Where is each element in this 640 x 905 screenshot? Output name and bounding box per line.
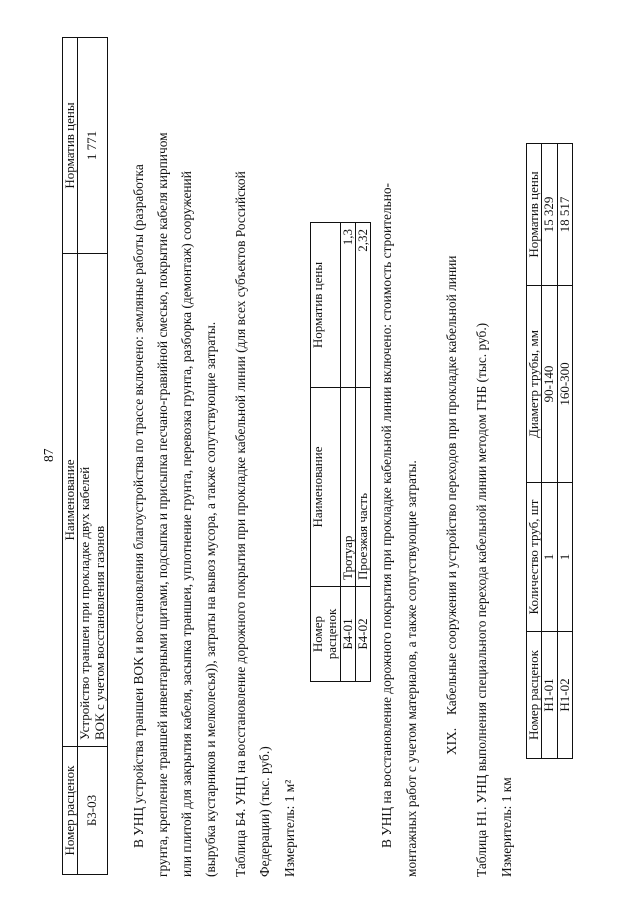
table-header-row	[527, 144, 542, 759]
table-n1	[526, 143, 573, 759]
page-number: 87	[41, 448, 56, 462]
code-cell: Б4-01	[340, 587, 355, 682]
table-b3	[62, 37, 108, 875]
table-row	[78, 38, 108, 875]
name-line: Устройство траншеи при прокладке двух кабелей	[77, 466, 93, 740]
name-cell: Тротуар	[340, 388, 355, 587]
count-cell: 1	[542, 483, 557, 632]
table-header-cell: Номер расценок	[527, 632, 542, 759]
code-cell: Н1-01	[542, 632, 557, 759]
measure-unit: Измеритель: 1 м²	[282, 779, 297, 877]
count-cell: 1	[557, 483, 572, 632]
table-row	[355, 223, 370, 682]
code-cell: Б4-02	[355, 587, 370, 682]
table-header-cell: Номер расценок	[63, 747, 78, 875]
table-header-cell: Диаметр трубы, мм	[527, 286, 542, 483]
name-cell	[78, 254, 108, 747]
table-header-cell: Наименование	[63, 254, 78, 747]
price-cell: 2,32	[355, 223, 370, 388]
table-header-row	[311, 223, 341, 682]
code-cell: Б3-03	[78, 747, 108, 875]
table-row	[557, 144, 572, 759]
paragraph-line: В УНЦ устройства траншеи ВОК и восстановления благоустройства по трассе включено: земляные работы (разработка	[131, 164, 146, 848]
paragraph-line: (вырубка кустарников и мелколесья)), затраты на вывоз мусора, а также сопутствующие затраты.	[203, 321, 218, 877]
paragraph-line: В УНЦ на восстановление дорожного покрытия при прокладке кабельной линии включено: стоимость строительно-	[379, 182, 394, 848]
table-header-cell: Норматив цены	[63, 38, 78, 254]
name-cell: Проезжая часть	[355, 388, 370, 587]
table-caption: Таблица Н1. УНЦ выполнения специального перехода кабельной линии методом ГНБ (тыс. руб.)	[474, 322, 489, 877]
table-row	[340, 223, 355, 682]
code-cell: Н1-02	[557, 632, 572, 759]
name-line: ВОК с учетом восстановления газонов	[91, 525, 107, 740]
table-header-row	[63, 38, 78, 875]
measure-unit: Измеритель: 1 км	[499, 777, 514, 877]
section-title: Кабельные сооружения и устройство переходов при прокладке кабельной линии	[444, 255, 459, 715]
price-cell: 1,3	[340, 223, 355, 388]
table-header-cell: Норматив цены	[311, 223, 341, 388]
price-cell: 18 517	[557, 144, 572, 286]
table-header-cell: Количество труб, шт	[527, 483, 542, 632]
table-caption: Федерации) (тыс. руб.)	[257, 746, 272, 877]
section-number: XIX.	[444, 727, 459, 755]
table-b4	[310, 222, 371, 682]
diameter-cell: 160-300	[557, 286, 572, 483]
table-row	[542, 144, 557, 759]
paragraph-line: грунта, крепление траншей инвентарными щитами, подсыпка и присыпка песчано-гравийной смесью, покрытие кабеля кирпичом	[155, 132, 170, 877]
table-header-cell: Номер расценок	[311, 587, 341, 682]
table-caption: Таблица Б4. УНЦ на восстановление дорожного покрытия при прокладке кабельной линии (для всех субъектов Российской	[233, 171, 248, 877]
paragraph-line: монтажных работ с учетом материалов, а также сопутствующие затраты.	[404, 460, 419, 877]
table-header-cell: Норматив цены	[527, 144, 542, 286]
price-cell: 15 329	[542, 144, 557, 286]
diameter-cell: 90-140	[542, 286, 557, 483]
table-header-cell: Наименование	[311, 388, 341, 587]
price-cell: 1 771	[78, 38, 108, 254]
paragraph-line: или плитой для закрытия кабеля, засыпка траншеи, уплотнение грунта, перевозка грунта, разборка (демонтаж) сооружений	[179, 171, 194, 877]
